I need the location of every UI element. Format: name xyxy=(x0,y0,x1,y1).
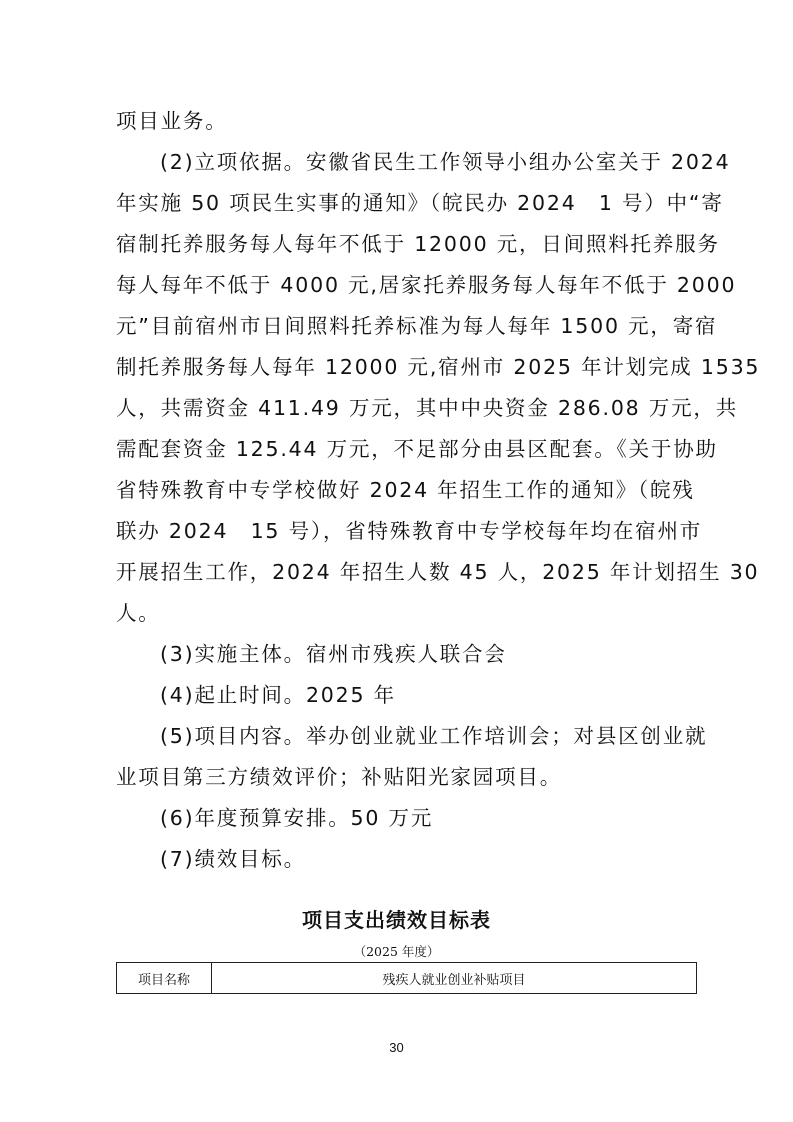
paragraph-line: (3)实施主体。宿州市残疾人联合会 xyxy=(160,642,507,666)
paragraph-line: 需配套资金 125.44 万元，不足部分由县区配套。《关于协助 xyxy=(116,437,718,461)
table-title: 项目支出绩效目标表 xyxy=(302,908,491,932)
paragraph-line: 人。 xyxy=(116,601,161,625)
paragraph-line: 每人每年不低于 4000 元,居家托养服务每人每年不低于 2000 xyxy=(116,273,737,297)
paragraph-line: 业项目第三方绩效评价；补贴阳光家园项目。 xyxy=(116,765,562,789)
paragraph-line: 省特殊教育中专学校做好 2024 年招生工作的通知》（皖残 xyxy=(116,478,695,502)
paragraph-line: 年实施 50 项民生实事的通知》（皖民办 2024 1 号）中“寄 xyxy=(116,191,724,215)
paragraph-line: (4)起止时间。2025 年 xyxy=(160,683,396,707)
paragraph-line: 宿制托养服务每人每年不低于 12000 元，日间照料托养服务 xyxy=(116,232,720,256)
table-year: （2025 年度） xyxy=(353,944,440,959)
paragraph-line: (6)年度预算安排。50 万元 xyxy=(160,806,434,830)
paragraph-line: (2)立项依据。安徽省民生工作领导小组办公室关于 2024 xyxy=(160,150,731,174)
paragraph-line: 项目业务。 xyxy=(116,109,228,133)
paragraph-line: 人，共需资金 411.49 万元，其中中央资金 286.08 万元，共 xyxy=(116,396,739,420)
project-name-label: 项目名称 xyxy=(117,963,212,993)
page-number: 30 xyxy=(389,1040,404,1055)
paragraph-line: (5)项目内容。举办创业就业工作培训会；对县区创业就 xyxy=(160,724,708,748)
paragraph-line: 开展招生工作，2024 年招生人数 45 人，2025 年计划招生 30 xyxy=(116,560,760,584)
paragraph-line: 制托养服务每人每年 12000 元,宿州市 2025 年计划完成 1535 xyxy=(116,355,761,379)
paragraph-line: (7)绩效目标。 xyxy=(160,847,306,871)
paragraph-line: 元”目前宿州市日间照料托养标准为每人每年 1500 元，寄宿 xyxy=(116,314,718,338)
project-name-value: 残疾人就业创业补贴项目 xyxy=(382,972,526,988)
paragraph-line: 联办 2024 15 号），省特殊教育中专学校每年均在宿州市 xyxy=(116,519,703,543)
performance-table xyxy=(116,962,697,994)
